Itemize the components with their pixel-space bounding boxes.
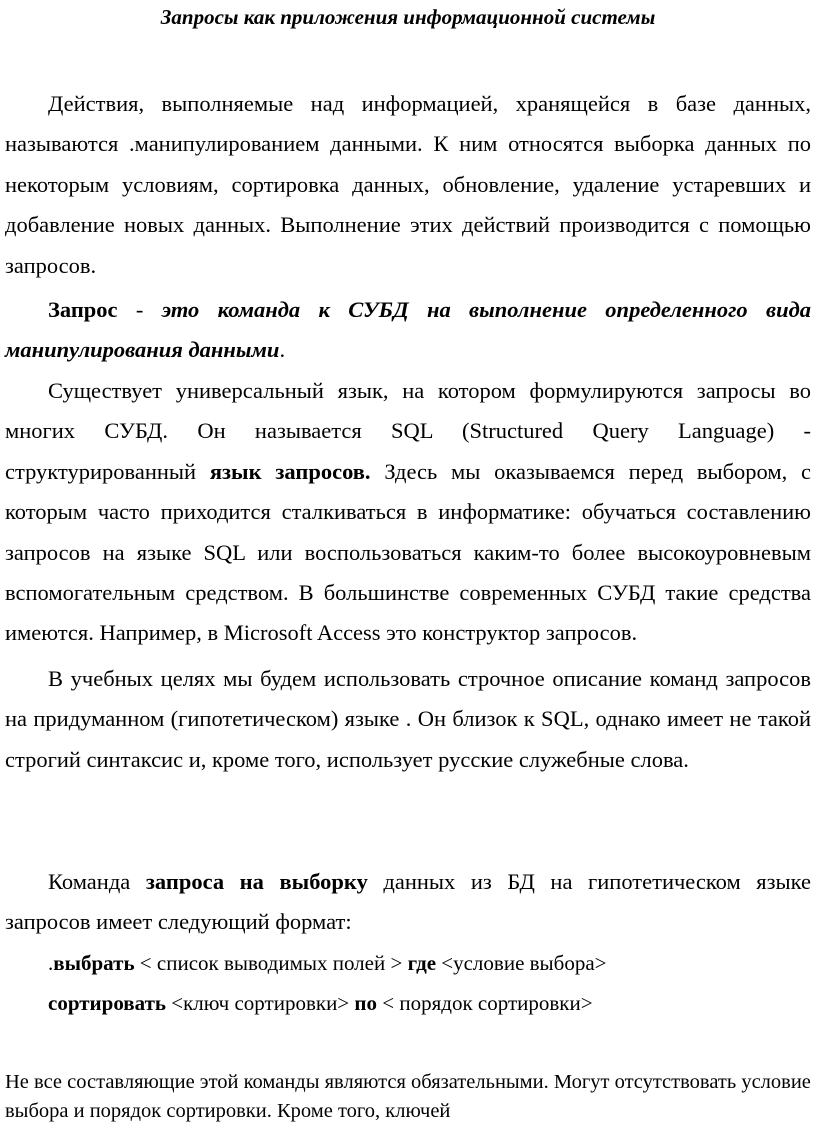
definition-dash: -	[117, 297, 162, 322]
term-select-query: запроса на выборку	[145, 869, 368, 894]
paragraph-optional-parts: Не все составляющие этой команды являются обязательными. Могут отсутствовать условие выбора и порядок сортировки. Кроме того, ключей	[5, 1071, 811, 1122]
select-text-a: Команда	[48, 869, 146, 894]
definition-end: .	[279, 337, 286, 363]
sql-text-a: Существует универсальный язык, на котором формулируются запросы во многих СУБД. Он называется SQL (Structured Query Language) - структурированный	[5, 378, 811, 484]
keyword-where: где	[407, 951, 437, 975]
paragraph-sql	[5, 371, 811, 654]
format-line-sort	[48, 983, 808, 1023]
paragraph-hypothetical-language: В учебных целях мы будем использовать строчное описание команд запросов на придуманном (гипотетическом) языке . Он близок к SQL, однако имеет не такой строгий синтаксис и, кроме того, использует русские служебные слова.	[5, 666, 811, 772]
sql-text-b: Здесь мы оказываемся перед выбором, с которым часто приходится сталкиваться в информатике: обучаться составлению запросов на языке SQL или воспользоваться каким-то более высокоуровневым вспомогательным средством. В большинстве современных СУБД такие средства имеются. Например, в Microsoft Access это конструктор запросов.	[5, 458, 811, 646]
format-condition: <условие выбора>	[436, 951, 607, 975]
select-text-b: данных из БД на гипотетическом языке запросов имеет следующий формат:	[5, 869, 811, 935]
term-query: Запрос	[48, 297, 118, 322]
keyword-select: выбрать	[53, 951, 135, 975]
keyword-sort: сортировать	[48, 991, 167, 1015]
format-sort-order: < порядок сортировки>	[377, 991, 593, 1015]
format-line-select	[48, 943, 808, 983]
term-query-language: язык запросов.	[209, 458, 371, 484]
keyword-by: по	[354, 991, 378, 1015]
format-dot: .	[48, 951, 54, 975]
paragraph-data-manipulation: Действия, выполняемые над информацией, хранящейся в базе данных, называются .манипулированием данными. К ним относятся выборка данных по некоторым условиям, сортировка данных, обновление, удаление устаревших и добавление новых данных. Выполнение этих действий производится с помощью запросов.	[5, 91, 811, 278]
query-definition-text: это команда к СУБД на выполнение определенного вида манипулирования данными	[5, 297, 811, 363]
format-sort-key: <ключ сортировки>	[166, 991, 355, 1015]
paragraph-query-definition	[5, 290, 811, 371]
document-title: Запросы как приложения информационной системы	[160, 5, 656, 29]
format-fields: < список выводимых полей >	[134, 951, 408, 975]
paragraph-select-command	[5, 862, 811, 943]
